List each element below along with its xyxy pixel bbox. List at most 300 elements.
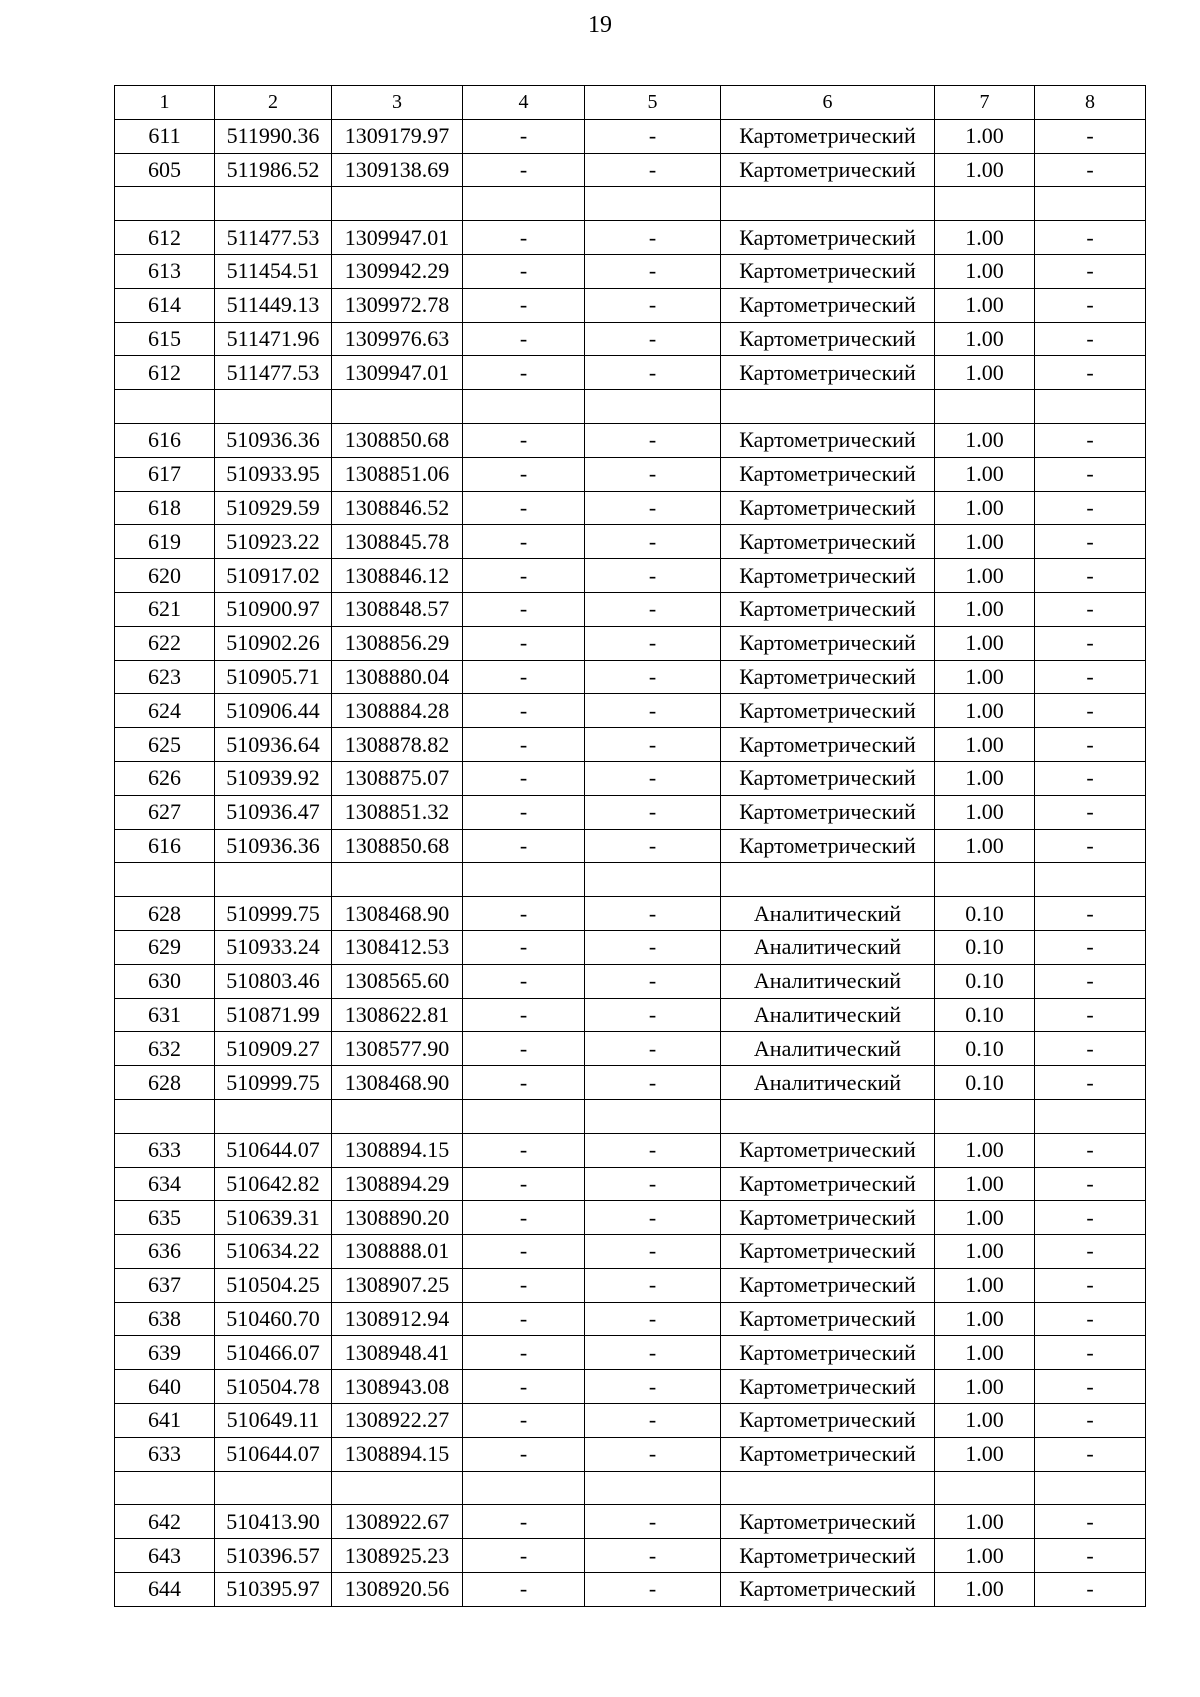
x-coordinate-cell: 511477.53 <box>215 221 332 255</box>
table-row <box>115 1505 1146 1539</box>
x-coordinate-cell: 510936.36 <box>215 423 332 457</box>
y-coordinate-cell: 1308884.28 <box>332 694 463 728</box>
point-number-cell: 619 <box>115 525 215 559</box>
point-number-cell <box>115 187 215 221</box>
separator-row <box>115 1099 1146 1133</box>
col-8-cell: - <box>1035 761 1146 795</box>
col-4-cell: - <box>463 1573 585 1607</box>
table-row <box>115 119 1146 153</box>
accuracy-cell: 1.00 <box>935 1404 1035 1438</box>
point-number-cell: 637 <box>115 1268 215 1302</box>
col-5-cell: - <box>585 1437 721 1471</box>
x-coordinate-cell <box>215 1471 332 1505</box>
col-4-cell: - <box>463 1066 585 1100</box>
y-coordinate-cell: 1308920.56 <box>332 1573 463 1607</box>
col-8-cell: - <box>1035 1133 1146 1167</box>
accuracy-cell: 1.00 <box>935 626 1035 660</box>
y-coordinate-cell: 1308922.67 <box>332 1505 463 1539</box>
col-8-cell <box>1035 1471 1146 1505</box>
column-header-6: 6 <box>721 86 935 120</box>
accuracy-cell: 1.00 <box>935 1268 1035 1302</box>
table-row <box>115 728 1146 762</box>
col-5-cell: - <box>585 964 721 998</box>
point-number-cell: 631 <box>115 998 215 1032</box>
accuracy-cell: 0.10 <box>935 897 1035 931</box>
col-4-cell: - <box>463 221 585 255</box>
x-coordinate-cell: 510644.07 <box>215 1133 332 1167</box>
table-row <box>115 1201 1146 1235</box>
column-header-1: 1 <box>115 86 215 120</box>
col-4-cell <box>463 1099 585 1133</box>
col-5-cell: - <box>585 728 721 762</box>
point-number-cell: 616 <box>115 423 215 457</box>
table-row <box>115 897 1146 931</box>
method-cell: Картометрический <box>721 288 935 322</box>
accuracy-cell: 1.00 <box>935 1133 1035 1167</box>
col-4-cell <box>463 187 585 221</box>
header-row <box>115 86 1146 120</box>
table-row <box>115 964 1146 998</box>
col-4-cell: - <box>463 1235 585 1269</box>
col-4-cell: - <box>463 423 585 457</box>
point-number-cell: 625 <box>115 728 215 762</box>
table-row <box>115 322 1146 356</box>
y-coordinate-cell: 1308880.04 <box>332 660 463 694</box>
col-4-cell: - <box>463 829 585 863</box>
col-5-cell: - <box>585 322 721 356</box>
method-cell: Картометрический <box>721 1437 935 1471</box>
accuracy-cell: 1.00 <box>935 728 1035 762</box>
col-5-cell: - <box>585 153 721 187</box>
x-coordinate-cell <box>215 390 332 424</box>
point-number-cell: 621 <box>115 592 215 626</box>
y-coordinate-cell: 1308851.32 <box>332 795 463 829</box>
accuracy-cell: 1.00 <box>935 795 1035 829</box>
col-5-cell: - <box>585 1370 721 1404</box>
point-number-cell: 635 <box>115 1201 215 1235</box>
col-4-cell: - <box>463 1336 585 1370</box>
accuracy-cell: 1.00 <box>935 322 1035 356</box>
accuracy-cell: 1.00 <box>935 1235 1035 1269</box>
col-5-cell: - <box>585 119 721 153</box>
col-5-cell: - <box>585 1336 721 1370</box>
point-number-cell: 605 <box>115 153 215 187</box>
method-cell: Картометрический <box>721 491 935 525</box>
table-row <box>115 1573 1146 1607</box>
coordinates-table <box>114 85 1146 1607</box>
x-coordinate-cell: 510639.31 <box>215 1201 332 1235</box>
method-cell: Картометрический <box>721 254 935 288</box>
y-coordinate-cell: 1308907.25 <box>332 1268 463 1302</box>
table-row <box>115 1437 1146 1471</box>
col-5-cell: - <box>585 1133 721 1167</box>
accuracy-cell: 0.10 <box>935 998 1035 1032</box>
col-4-cell: - <box>463 457 585 491</box>
table-row <box>115 761 1146 795</box>
table-row <box>115 221 1146 255</box>
column-header-7: 7 <box>935 86 1035 120</box>
col-5-cell: - <box>585 1167 721 1201</box>
y-coordinate-cell: 1308943.08 <box>332 1370 463 1404</box>
method-cell: Картометрический <box>721 525 935 559</box>
y-coordinate-cell: 1309947.01 <box>332 356 463 390</box>
col-8-cell: - <box>1035 1336 1146 1370</box>
col-4-cell: - <box>463 930 585 964</box>
table-row <box>115 153 1146 187</box>
point-number-cell: 644 <box>115 1573 215 1607</box>
col-5-cell: - <box>585 1032 721 1066</box>
col-8-cell: - <box>1035 1201 1146 1235</box>
method-cell: Аналитический <box>721 897 935 931</box>
table-row <box>115 1268 1146 1302</box>
accuracy-cell: 1.00 <box>935 457 1035 491</box>
x-coordinate-cell: 510936.47 <box>215 795 332 829</box>
accuracy-cell: 1.00 <box>935 1201 1035 1235</box>
y-coordinate-cell <box>332 863 463 897</box>
col-4-cell: - <box>463 559 585 593</box>
point-number-cell: 613 <box>115 254 215 288</box>
table-row <box>115 559 1146 593</box>
col-8-cell: - <box>1035 559 1146 593</box>
col-8-cell <box>1035 1099 1146 1133</box>
point-number-cell: 633 <box>115 1133 215 1167</box>
col-4-cell: - <box>463 998 585 1032</box>
col-8-cell: - <box>1035 626 1146 660</box>
col-5-cell: - <box>585 930 721 964</box>
method-cell: Картометрический <box>721 356 935 390</box>
accuracy-cell <box>935 863 1035 897</box>
x-coordinate-cell: 510803.46 <box>215 964 332 998</box>
method-cell: Картометрический <box>721 1133 935 1167</box>
method-cell <box>721 1099 935 1133</box>
col-5-cell: - <box>585 423 721 457</box>
point-number-cell: 628 <box>115 1066 215 1100</box>
col-8-cell: - <box>1035 423 1146 457</box>
accuracy-cell: 1.00 <box>935 1573 1035 1607</box>
col-8-cell: - <box>1035 1437 1146 1471</box>
y-coordinate-cell: 1308565.60 <box>332 964 463 998</box>
column-header-4: 4 <box>463 86 585 120</box>
table-row <box>115 1539 1146 1573</box>
table-row <box>115 288 1146 322</box>
point-number-cell: 623 <box>115 660 215 694</box>
col-4-cell: - <box>463 1133 585 1167</box>
point-number-cell: 617 <box>115 457 215 491</box>
accuracy-cell: 1.00 <box>935 491 1035 525</box>
col-4-cell: - <box>463 119 585 153</box>
point-number-cell: 640 <box>115 1370 215 1404</box>
col-5-cell: - <box>585 254 721 288</box>
method-cell: Картометрический <box>721 1201 935 1235</box>
y-coordinate-cell: 1309942.29 <box>332 254 463 288</box>
x-coordinate-cell: 510923.22 <box>215 525 332 559</box>
accuracy-cell: 1.00 <box>935 525 1035 559</box>
accuracy-cell: 1.00 <box>935 423 1035 457</box>
point-number-cell: 624 <box>115 694 215 728</box>
table-row <box>115 1336 1146 1370</box>
accuracy-cell: 1.00 <box>935 1302 1035 1336</box>
point-number-cell <box>115 1099 215 1133</box>
y-coordinate-cell: 1308925.23 <box>332 1539 463 1573</box>
y-coordinate-cell: 1308888.01 <box>332 1235 463 1269</box>
table-row <box>115 1133 1146 1167</box>
col-5-cell: - <box>585 559 721 593</box>
x-coordinate-cell: 511990.36 <box>215 119 332 153</box>
y-coordinate-cell: 1309947.01 <box>332 221 463 255</box>
table-header <box>115 86 1146 120</box>
col-5-cell: - <box>585 221 721 255</box>
x-coordinate-cell: 510999.75 <box>215 897 332 931</box>
y-coordinate-cell: 1308894.15 <box>332 1133 463 1167</box>
accuracy-cell <box>935 187 1035 221</box>
col-4-cell: - <box>463 1539 585 1573</box>
col-5-cell: - <box>585 761 721 795</box>
y-coordinate-cell: 1308468.90 <box>332 897 463 931</box>
col-4-cell: - <box>463 964 585 998</box>
accuracy-cell <box>935 390 1035 424</box>
col-5-cell: - <box>585 1302 721 1336</box>
accuracy-cell: 1.00 <box>935 221 1035 255</box>
point-number-cell: 611 <box>115 119 215 153</box>
method-cell: Картометрический <box>721 1336 935 1370</box>
col-5-cell: - <box>585 288 721 322</box>
method-cell: Картометрический <box>721 592 935 626</box>
column-header-3: 3 <box>332 86 463 120</box>
x-coordinate-cell: 511449.13 <box>215 288 332 322</box>
x-coordinate-cell: 510936.36 <box>215 829 332 863</box>
y-coordinate-cell: 1308848.57 <box>332 592 463 626</box>
y-coordinate-cell: 1308845.78 <box>332 525 463 559</box>
x-coordinate-cell: 510396.57 <box>215 1539 332 1573</box>
x-coordinate-cell: 510933.24 <box>215 930 332 964</box>
table-row <box>115 423 1146 457</box>
col-5-cell: - <box>585 897 721 931</box>
x-coordinate-cell: 511471.96 <box>215 322 332 356</box>
y-coordinate-cell: 1309138.69 <box>332 153 463 187</box>
x-coordinate-cell: 510466.07 <box>215 1336 332 1370</box>
col-4-cell: - <box>463 694 585 728</box>
col-4-cell: - <box>463 1268 585 1302</box>
accuracy-cell: 0.10 <box>935 930 1035 964</box>
y-coordinate-cell: 1309972.78 <box>332 288 463 322</box>
point-number-cell: 620 <box>115 559 215 593</box>
x-coordinate-cell: 510460.70 <box>215 1302 332 1336</box>
y-coordinate-cell: 1308912.94 <box>332 1302 463 1336</box>
method-cell: Картометрический <box>721 728 935 762</box>
x-coordinate-cell: 510395.97 <box>215 1573 332 1607</box>
col-8-cell: - <box>1035 1032 1146 1066</box>
col-8-cell <box>1035 863 1146 897</box>
col-8-cell: - <box>1035 288 1146 322</box>
method-cell: Аналитический <box>721 1066 935 1100</box>
col-4-cell: - <box>463 525 585 559</box>
table-row <box>115 1032 1146 1066</box>
x-coordinate-cell: 510905.71 <box>215 660 332 694</box>
col-4-cell: - <box>463 254 585 288</box>
col-4-cell <box>463 390 585 424</box>
y-coordinate-cell: 1308856.29 <box>332 626 463 660</box>
col-5-cell: - <box>585 1201 721 1235</box>
x-coordinate-cell: 510902.26 <box>215 626 332 660</box>
col-5-cell: - <box>585 525 721 559</box>
col-8-cell: - <box>1035 728 1146 762</box>
col-4-cell: - <box>463 1167 585 1201</box>
method-cell: Картометрический <box>721 694 935 728</box>
accuracy-cell: 1.00 <box>935 288 1035 322</box>
method-cell: Картометрический <box>721 1539 935 1573</box>
table-row <box>115 660 1146 694</box>
col-4-cell: - <box>463 322 585 356</box>
table-row <box>115 1404 1146 1438</box>
col-4-cell: - <box>463 1505 585 1539</box>
accuracy-cell: 1.00 <box>935 153 1035 187</box>
col-4-cell: - <box>463 1302 585 1336</box>
table-row <box>115 1066 1146 1100</box>
accuracy-cell: 1.00 <box>935 761 1035 795</box>
column-header-8: 8 <box>1035 86 1146 120</box>
x-coordinate-cell: 510917.02 <box>215 559 332 593</box>
table-row <box>115 1302 1146 1336</box>
x-coordinate-cell <box>215 187 332 221</box>
point-number-cell: 629 <box>115 930 215 964</box>
y-coordinate-cell: 1308846.12 <box>332 559 463 593</box>
col-8-cell: - <box>1035 1167 1146 1201</box>
method-cell: Картометрический <box>721 626 935 660</box>
table-body <box>115 119 1146 1606</box>
table-row <box>115 254 1146 288</box>
accuracy-cell: 1.00 <box>935 1167 1035 1201</box>
col-4-cell: - <box>463 491 585 525</box>
col-8-cell: - <box>1035 491 1146 525</box>
method-cell: Картометрический <box>721 559 935 593</box>
method-cell: Картометрический <box>721 221 935 255</box>
col-4-cell: - <box>463 592 585 626</box>
separator-row <box>115 863 1146 897</box>
y-coordinate-cell <box>332 1099 463 1133</box>
x-coordinate-cell: 510504.25 <box>215 1268 332 1302</box>
method-cell: Картометрический <box>721 457 935 491</box>
point-number-cell: 642 <box>115 1505 215 1539</box>
column-header-5: 5 <box>585 86 721 120</box>
y-coordinate-cell <box>332 187 463 221</box>
point-number-cell: 634 <box>115 1167 215 1201</box>
col-4-cell: - <box>463 153 585 187</box>
col-5-cell: - <box>585 998 721 1032</box>
point-number-cell: 615 <box>115 322 215 356</box>
separator-row <box>115 390 1146 424</box>
y-coordinate-cell: 1308468.90 <box>332 1066 463 1100</box>
x-coordinate-cell: 510900.97 <box>215 592 332 626</box>
accuracy-cell: 1.00 <box>935 1539 1035 1573</box>
accuracy-cell: 1.00 <box>935 1370 1035 1404</box>
method-cell: Картометрический <box>721 795 935 829</box>
table-row <box>115 626 1146 660</box>
col-4-cell: - <box>463 1437 585 1471</box>
x-coordinate-cell: 510634.22 <box>215 1235 332 1269</box>
table-row <box>115 457 1146 491</box>
table-row <box>115 525 1146 559</box>
x-coordinate-cell: 510936.64 <box>215 728 332 762</box>
col-5-cell: - <box>585 457 721 491</box>
point-number-cell: 633 <box>115 1437 215 1471</box>
column-header-2: 2 <box>215 86 332 120</box>
col-4-cell: - <box>463 356 585 390</box>
method-cell: Картометрический <box>721 1370 935 1404</box>
point-number-cell <box>115 390 215 424</box>
col-8-cell: - <box>1035 829 1146 863</box>
method-cell: Картометрический <box>721 1573 935 1607</box>
accuracy-cell: 1.00 <box>935 559 1035 593</box>
col-8-cell: - <box>1035 998 1146 1032</box>
col-8-cell: - <box>1035 795 1146 829</box>
method-cell: Картометрический <box>721 761 935 795</box>
col-5-cell: - <box>585 491 721 525</box>
col-8-cell <box>1035 187 1146 221</box>
col-5-cell: - <box>585 592 721 626</box>
separator-row <box>115 187 1146 221</box>
col-4-cell <box>463 1471 585 1505</box>
method-cell: Картометрический <box>721 1235 935 1269</box>
y-coordinate-cell: 1308851.06 <box>332 457 463 491</box>
x-coordinate-cell: 510413.90 <box>215 1505 332 1539</box>
x-coordinate-cell: 510909.27 <box>215 1032 332 1066</box>
y-coordinate-cell: 1309976.63 <box>332 322 463 356</box>
col-4-cell: - <box>463 1201 585 1235</box>
method-cell: Аналитический <box>721 964 935 998</box>
accuracy-cell: 1.00 <box>935 660 1035 694</box>
col-4-cell: - <box>463 1404 585 1438</box>
y-coordinate-cell: 1308890.20 <box>332 1201 463 1235</box>
x-coordinate-cell: 511454.51 <box>215 254 332 288</box>
col-5-cell <box>585 1471 721 1505</box>
x-coordinate-cell: 510939.92 <box>215 761 332 795</box>
method-cell <box>721 863 935 897</box>
accuracy-cell: 1.00 <box>935 1336 1035 1370</box>
method-cell: Картометрический <box>721 1167 935 1201</box>
col-8-cell: - <box>1035 356 1146 390</box>
table-row <box>115 694 1146 728</box>
accuracy-cell <box>935 1099 1035 1133</box>
method-cell <box>721 1471 935 1505</box>
col-4-cell: - <box>463 1032 585 1066</box>
col-4-cell: - <box>463 728 585 762</box>
table-row <box>115 1167 1146 1201</box>
y-coordinate-cell: 1308850.68 <box>332 829 463 863</box>
method-cell: Картометрический <box>721 1302 935 1336</box>
x-coordinate-cell: 510933.95 <box>215 457 332 491</box>
y-coordinate-cell: 1309179.97 <box>332 119 463 153</box>
col-5-cell: - <box>585 694 721 728</box>
col-8-cell: - <box>1035 119 1146 153</box>
col-4-cell: - <box>463 761 585 795</box>
col-5-cell <box>585 187 721 221</box>
y-coordinate-cell: 1308875.07 <box>332 761 463 795</box>
method-cell: Картометрический <box>721 660 935 694</box>
point-number-cell: 632 <box>115 1032 215 1066</box>
point-number-cell: 636 <box>115 1235 215 1269</box>
y-coordinate-cell: 1308412.53 <box>332 930 463 964</box>
col-8-cell: - <box>1035 1505 1146 1539</box>
col-8-cell: - <box>1035 1370 1146 1404</box>
y-coordinate-cell: 1308922.27 <box>332 1404 463 1438</box>
col-5-cell: - <box>585 1268 721 1302</box>
col-8-cell: - <box>1035 457 1146 491</box>
col-5-cell: - <box>585 1505 721 1539</box>
point-number-cell: 628 <box>115 897 215 931</box>
col-8-cell: - <box>1035 1066 1146 1100</box>
table-row <box>115 491 1146 525</box>
method-cell: Аналитический <box>721 1032 935 1066</box>
